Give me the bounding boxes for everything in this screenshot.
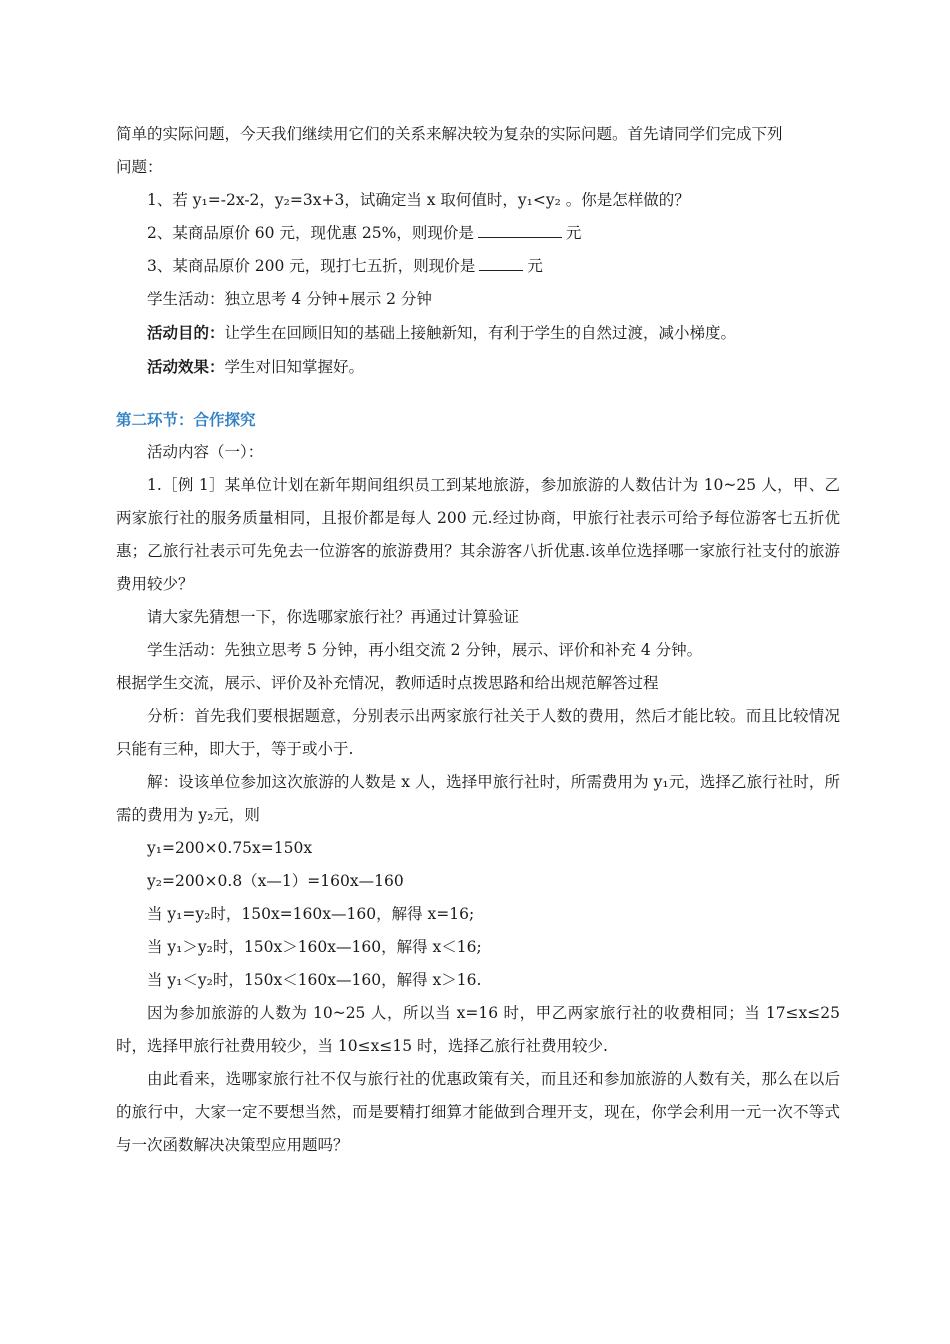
student-activity-1: 学生活动：独立思考 4 分钟+展示 2 分钟: [147, 290, 432, 308]
summary: 由此看来，选哪家旅行社不仅与旅行社的优惠政策有关，而且还和参加旅游的人数有关，那么在以后的旅行中，大家一定不要想当然，而是要精打细算才能做到合理开支，现在，你学会利用一元一次不等式与一次函数解决决策型应用题吗？: [116, 1070, 840, 1154]
case-greater: 当 y₁＞y₂时，150x＞160x—160，解得 x＜16;: [147, 938, 482, 956]
guess-prompt: 请大家先猜想一下，你选哪家旅行社？再通过计算验证: [147, 608, 520, 626]
conclusion: 因为参加旅游的人数为 10~25 人，所以当 x=16 时，甲乙两家旅行社的收费相同；当 17≤x≤25 时，选择甲旅行社费用较少，当 10≤x≤15 时，选择乙旅行社费用较少.: [116, 1004, 840, 1055]
activity-content-label: 活动内容（一）：: [147, 443, 264, 461]
section-2-heading: 第二环节：合作探究: [116, 410, 256, 429]
question-3-unit: 元: [527, 257, 543, 275]
teacher-guidance: 根据学生交流，展示、评价及补充情况，教师适时点拨思路和给出规范解答过程: [116, 674, 659, 692]
purpose-text: 让学生在回顾旧知的基础上接触新知，有利于学生的自然过渡，减小梯度。: [224, 324, 737, 342]
question-1: 1、若 y₁=-2x-2，y₂=3x+3，试确定当 x 取何值时，y₁<y₂ 。你是怎样做的？: [147, 191, 690, 209]
example-1: 1.［例 1］某单位计划在新年期间组织员工到某地旅游，参加旅游的人数估计为 10~25 人，甲、乙两家旅行社的服务质量相同，且报价都是每人 200 元.经过协商，甲旅行社表示可给予每位游客七五折优惠；乙旅行社表示可先免去一位游客的旅游费用？其余游客八折优惠.该单位选择哪一家旅行社支付的旅游费用较少？: [116, 476, 840, 593]
purpose-label: 活动目的：: [147, 323, 225, 342]
equation-2: y₂=200×0.8（x—1）=160x—160: [147, 872, 404, 890]
question-2: [116, 217, 840, 250]
intro-line-2: 问题：: [116, 158, 163, 176]
equation-1: y₁=200×0.75x=150x: [147, 839, 313, 857]
intro-line-1: 简单的实际问题，今天我们继续用它们的关系来解决较为复杂的实际问题。首先请同学们完成下列: [116, 125, 783, 143]
question-3-text: 3、某商品原价 200 元，现打七五折，则现价是: [147, 257, 476, 275]
activity-effect: [116, 350, 840, 384]
question-2-text: 2、某商品原价 60 元，现优惠 25%，则现价是: [147, 224, 474, 242]
analysis: 分析：首先我们要根据题意，分别表示出两家旅行社关于人数的费用，然后才能比较。而且比较情况只能有三种，即大于，等于或小于.: [116, 707, 840, 758]
case-less: 当 y₁＜y₂时，150x＜160x—160，解得 x＞16.: [147, 971, 482, 989]
case-equal: 当 y₁=y₂时，150x=160x—160，解得 x=16;: [147, 905, 475, 923]
document-page: [116, 118, 840, 1162]
activity-purpose: [116, 316, 840, 350]
answer-blank-2: [478, 222, 562, 238]
effect-label: 活动效果：: [147, 357, 225, 376]
student-activity-2: 学生活动：先独立思考 5 分钟，再小组交流 2 分钟，展示、评价和补充 4 分钟。: [147, 641, 703, 659]
question-2-unit: 元: [565, 224, 582, 242]
answer-blank-3: [479, 255, 523, 271]
effect-text: 学生对旧知掌握好。: [224, 358, 365, 376]
question-3: [116, 250, 840, 283]
solution: 解：设该单位参加这次旅游的人数是 x 人，选择甲旅行社时，所需费用为 y₁元，选择乙旅行社时，所需的费用为 y₂元，则: [116, 773, 840, 824]
